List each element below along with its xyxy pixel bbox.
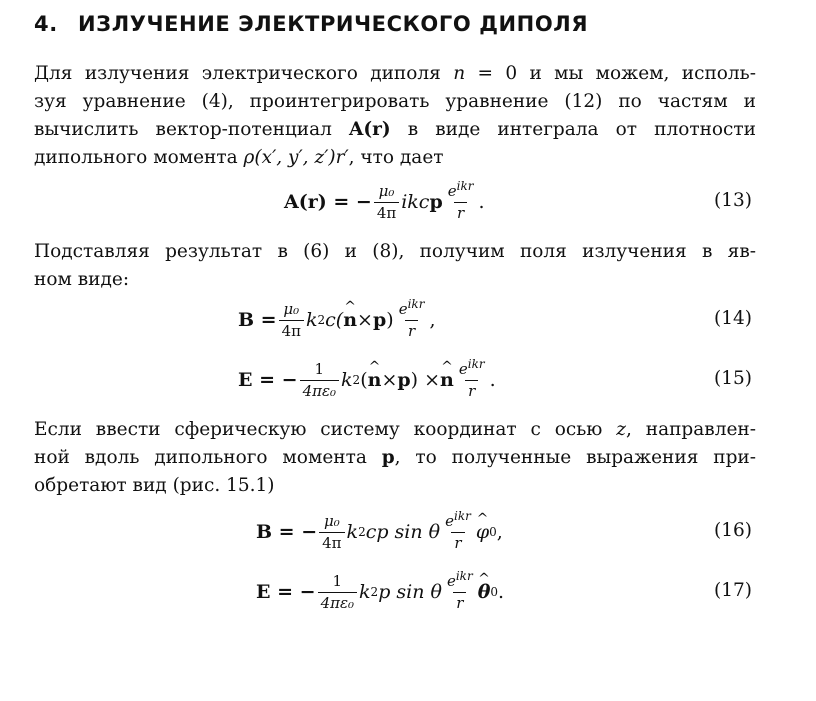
fraction-numerator: 1 xyxy=(314,359,325,378)
paragraph-1-line-2: зуя уравнение (4), проинтегрировать уравнение (12) по частям и xyxy=(34,91,756,112)
eq-k: k xyxy=(306,309,318,331)
fraction-numerator xyxy=(445,178,477,202)
equation-number: (13) xyxy=(714,190,752,211)
unit-vector-theta: ^ θ xyxy=(478,581,491,603)
fraction xyxy=(279,299,304,340)
paragraph-3-line-3: обретают вид (рис. 15.1) xyxy=(34,475,275,496)
fraction-denominator: r xyxy=(465,380,478,399)
math-n: n xyxy=(453,63,466,84)
fraction xyxy=(445,178,477,222)
exp-base: e xyxy=(445,511,454,530)
text: Для излучения электрического диполя xyxy=(34,63,454,84)
fraction-denominator: 4πε₀ xyxy=(318,592,357,611)
fraction xyxy=(374,181,399,222)
fraction-denominator: r xyxy=(453,592,466,611)
eq-term: cp sin θ xyxy=(365,521,441,543)
eq-punct: . xyxy=(489,369,496,391)
exp-sup: ikr xyxy=(455,568,473,583)
eq-term: p sin θ xyxy=(378,581,442,603)
exp-base: e xyxy=(446,571,456,590)
equation-15-formula: E = − $\frac{1}{\text{4πε₀}}$ k 2 ( ^ n × p ) × ^ n $\frac{e^{ikr}}{r}$ . xyxy=(238,352,496,408)
equation-17 xyxy=(34,564,756,620)
fraction-numerator: 1 xyxy=(332,571,343,590)
fraction-denominator: 4π xyxy=(279,320,304,339)
eq-punct: . xyxy=(478,191,485,213)
fraction-denominator: r xyxy=(454,202,467,221)
fraction xyxy=(442,508,474,552)
fraction-numerator xyxy=(442,508,474,532)
equation-number: (16) xyxy=(714,520,752,541)
paragraph-2 xyxy=(34,238,756,294)
cross-sign: × xyxy=(357,309,373,331)
fraction-numerator: μ₀ xyxy=(378,181,395,200)
eq-lhs: E = − xyxy=(256,581,316,603)
paragraph-1 xyxy=(34,60,756,172)
equation-13 xyxy=(34,174,756,230)
paragraph-2-line-2: ном виде: xyxy=(34,269,130,290)
text: в виде интеграла от плотности xyxy=(390,119,756,140)
eq-k: k xyxy=(359,581,371,603)
paragraph-2-line-1: Подставляя результат в (6) и (8), получим поля излучения в яв- xyxy=(34,241,756,262)
fraction-denominator: 4πε₀ xyxy=(300,380,339,399)
fraction xyxy=(444,568,476,612)
eq-dipole-moment: p xyxy=(397,369,411,391)
eq-lhs: B = xyxy=(238,309,277,331)
math-p: p xyxy=(381,447,395,468)
unit-vector-n: ^ n xyxy=(440,369,454,391)
fraction-denominator: 4π xyxy=(374,202,399,221)
text: ной вдоль дипольного момента xyxy=(34,447,382,468)
section-title: ИЗЛУЧЕНИЕ ЭЛЕКТРИЧЕСКОГО ДИПОЛЯ xyxy=(78,12,589,36)
equation-16-formula: B = − $\frac{\text{μ₀}}{4\pi}$ k 2 cp sin θ $\frac{e^{ikr}}{r}$ ^ φ 0 , xyxy=(256,504,503,560)
eq-lhs: E = − xyxy=(238,369,298,391)
eq-lhs: B = − xyxy=(256,521,318,543)
math-z: z xyxy=(616,419,626,440)
paragraph-3-line-1 xyxy=(34,416,756,444)
fraction-denominator: r xyxy=(451,532,464,551)
eq-term: ikc xyxy=(401,191,430,213)
text: = 0 и мы можем, исполь- xyxy=(465,63,757,84)
fraction-numerator: μ₀ xyxy=(283,299,300,318)
section-heading xyxy=(34,12,588,36)
cross-sign: × xyxy=(381,369,398,391)
fraction xyxy=(318,571,357,612)
fraction xyxy=(396,296,428,340)
eq-paren: ( xyxy=(360,369,368,391)
exp-sup: ikr xyxy=(407,296,425,311)
equation-13-formula xyxy=(284,174,485,230)
unit-vector-phi: ^ φ xyxy=(476,521,489,543)
text: дипольного момента xyxy=(34,147,244,168)
equation-15 xyxy=(34,352,756,408)
equation-14 xyxy=(34,292,756,348)
equation-number: (14) xyxy=(714,308,752,329)
paragraph-1-line-4 xyxy=(34,144,756,172)
fraction-numerator xyxy=(444,568,476,592)
equation-number: (15) xyxy=(714,368,752,389)
math-density: ρ(x′, y′, z′)r′ xyxy=(243,147,349,168)
text: Если ввести сферическую систему координат с осью xyxy=(34,419,617,440)
equation-16 xyxy=(34,504,756,560)
fraction-numerator xyxy=(456,356,488,380)
fraction xyxy=(456,356,488,400)
eq-term: c( xyxy=(325,309,344,331)
eq-punct: , xyxy=(496,521,503,543)
eq-k: k xyxy=(346,521,359,543)
eq-paren: ) × xyxy=(410,369,441,391)
math-vector-potential: A(r) xyxy=(349,119,391,140)
eq-k: k xyxy=(341,369,353,391)
exp-sup: ikr xyxy=(467,356,485,371)
exp-base: e xyxy=(447,181,457,200)
paragraph-1-line-1 xyxy=(34,60,756,88)
equation-14-formula: B = $\frac{\text{μ₀}}{4\pi}$ k 2 c( ^ n × p ) $\frac{e^{ikr}}{r}$ , xyxy=(238,292,435,348)
fraction xyxy=(300,359,339,400)
fraction-numerator xyxy=(396,296,428,320)
paragraph-3-line-2 xyxy=(34,444,756,472)
eq-dipole-moment: p xyxy=(429,191,443,213)
eq-lhs: A(r) = − xyxy=(284,191,372,213)
section-number: 4. xyxy=(34,12,58,36)
text: вычислить вектор-потенциал xyxy=(34,119,350,140)
fraction-denominator: r xyxy=(405,320,418,339)
exp-base: e xyxy=(398,299,408,318)
fraction-numerator: μ₀ xyxy=(323,511,340,530)
text: , направлен- xyxy=(626,419,756,440)
exp-sup: ikr xyxy=(453,508,471,523)
text: , то полученные выражения при- xyxy=(394,447,756,468)
equation-number: (17) xyxy=(714,580,752,601)
eq-punct: , xyxy=(429,309,436,331)
exp-base: e xyxy=(458,359,468,378)
fraction-denominator: 4π xyxy=(319,532,344,551)
paragraph-1-line-3 xyxy=(34,116,756,144)
paragraph-3 xyxy=(34,416,756,500)
eq-dipole-moment: p xyxy=(372,309,387,331)
eq-punct: . xyxy=(498,581,505,603)
unit-vector-n: ^ n xyxy=(368,369,382,391)
text: , что дает xyxy=(348,147,444,168)
equation-17-formula: E = − $\frac{1}{\text{4πε₀}}$ k 2 p sin θ $\frac{e^{ikr}}{r}$ ^ θ 0 . xyxy=(256,564,504,620)
unit-vector-n: ^ n xyxy=(343,309,357,331)
fraction xyxy=(319,511,344,552)
eq-paren: ) xyxy=(386,309,394,331)
exp-sup: ikr xyxy=(456,178,474,193)
